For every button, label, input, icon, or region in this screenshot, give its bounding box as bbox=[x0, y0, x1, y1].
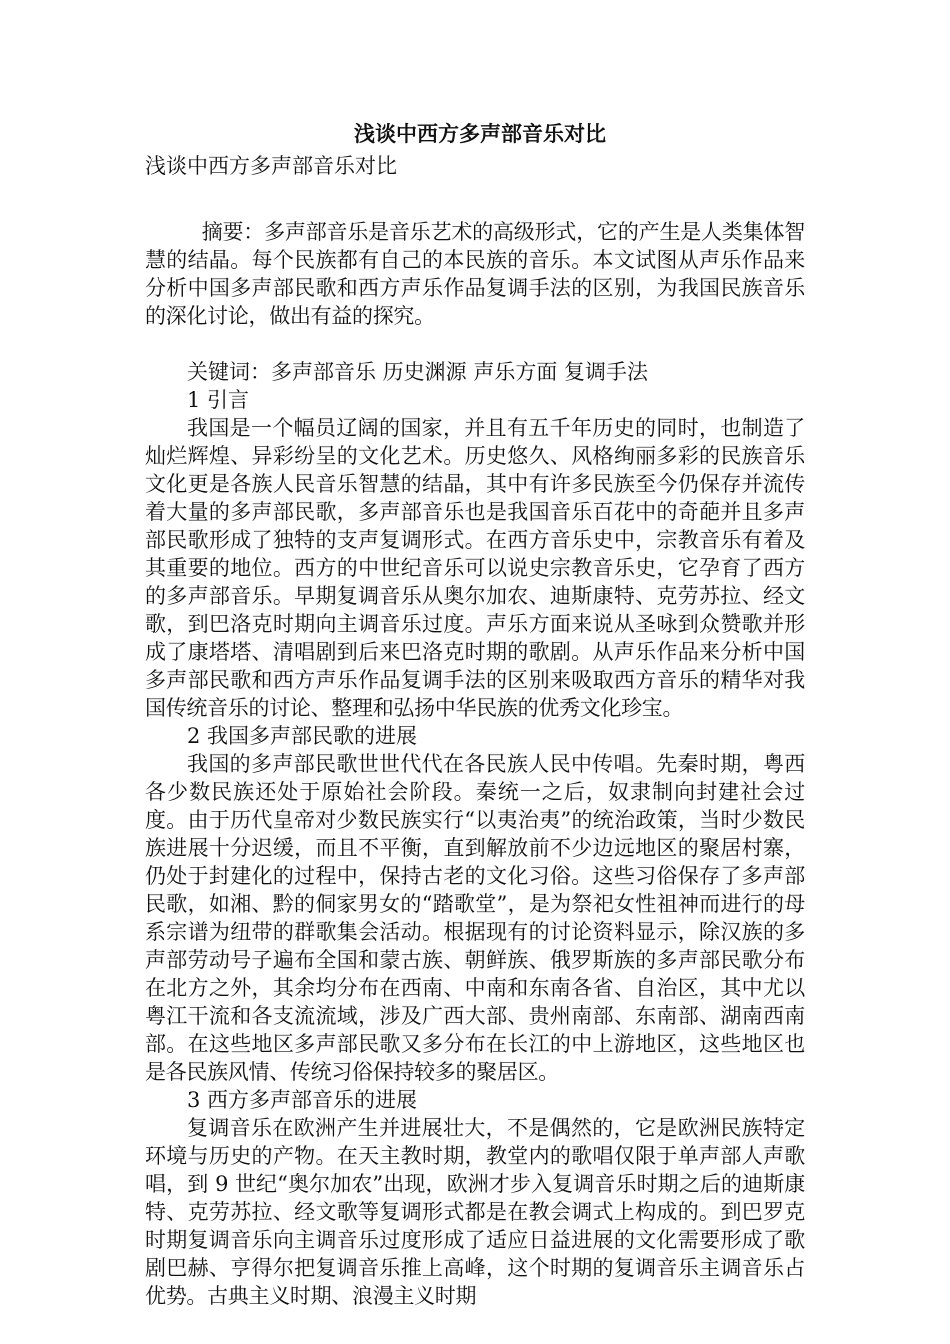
section-body-west: 复调音乐在欧洲产生并进展壮大，不是偶然的，它是欧洲民族特定环境与历史的产物。在天主教时期，教堂内的歌唱仅限于单声部人声歌唱，到 9 世纪“奥尔加农”出现，欧洲才步入复调音乐时期之后的迪斯康特、克劳苏拉、经文歌等复调形式都是在教会调式上构成的。到巴罗克时期复调音乐向主调音乐过度形成了适应日益进展的文化需要形成了歌剧巴赫、亨得尔把复调音乐推上高峰，这个时期的复调音乐主调音乐占优势。古典主义时期、浪漫主义时期 bbox=[145, 1116, 805, 1308]
section-body-china: 我国的多声部民歌世世代代在各民族人民中传唱。先秦时期，粤西各少数民族还处于原始社会阶段。秦统一之后，奴隶制向封建社会过度。由于历代皇帝对少数民族实行“以夷治夷”的统治政策，当时少数民族进展十分迟缓，而且不平衡，直到解放前不少边远地区的聚居村寨，仍处于封建化的过程中，保持古老的文化习俗。这些习俗保存了多声部民歌，如湘、黔的侗家男女的“踏歌堂”，是为祭祀女性祖神而进行的母系宗谱为纽带的群歌集会活动。根据现有的讨论资料显示，除汉族的多声部劳动号子遍布全国和蒙古族、朝鲜族、俄罗斯族的多声部民歌分布在北方之外，其余均分布在西南、中南和东南各省、自治区，其中尤以粤江干流和各支流流域，涉及广西大部、贵州南部、东南部、湖南西南部。在这些地区多声部民歌又多分布在长江的中上游地区，这些地区也是各民族风情、传统习俗保持较多的聚居区。 bbox=[145, 752, 805, 1084]
section-heading-china: 2 我国多声部民歌的进展 bbox=[187, 724, 418, 748]
abstract-paragraph: 摘要：多声部音乐是音乐艺术的高级形式，它的产生是人类集体智慧的结晶。每个民族都有自己的本民族的音乐。本文试图从声乐作品来分析中国多声部民歌和西方声乐作品复调手法的区别，为我国民族音乐的深化讨论，做出有益的探究。 bbox=[145, 220, 805, 328]
document-title: 浅谈中西方多声部音乐对比 bbox=[354, 121, 606, 146]
document-subtitle: 浅谈中西方多声部音乐对比 bbox=[145, 154, 397, 178]
document-page bbox=[145, 118, 805, 1310]
section-heading-intro: 1 引言 bbox=[187, 388, 250, 412]
keywords-line: 关键词：多声部音乐 历史渊源 声乐方面 复调手法 bbox=[187, 360, 649, 384]
section-body-intro: 我国是一个幅员辽阔的国家，并且有五千年历史的同时，也制造了灿烂辉煌、异彩纷呈的文化艺术。历史悠久、风格绚丽多彩的民族音乐文化更是各族人民音乐智慧的结晶，其中有许多民族至今仍保存并流传着大量的多声部民歌，多声部音乐也是我国音乐百花中的奇葩并且多声部民歌形成了独特的支声复调形式。在西方音乐史中，宗教音乐有着及其重要的地位。西方的中世纪音乐可以说史宗教音乐史，它孕育了西方的多声部音乐。早期复调音乐从奥尔加农、迪斯康特、克劳苏拉、经文歌，到巴洛克时期向主调音乐过度。声乐方面来说从圣咏到众赞歌并形成了康塔塔、清唱剧到后来巴洛克时期的歌剧。从声乐作品来分析中国多声部民歌和西方声乐作品复调手法的区别来吸取西方音乐的精华对我国传统音乐的讨论、整理和弘扬中华民族的优秀文化珍宝。 bbox=[145, 416, 805, 720]
section-heading-west: 3 西方多声部音乐的进展 bbox=[187, 1088, 418, 1112]
